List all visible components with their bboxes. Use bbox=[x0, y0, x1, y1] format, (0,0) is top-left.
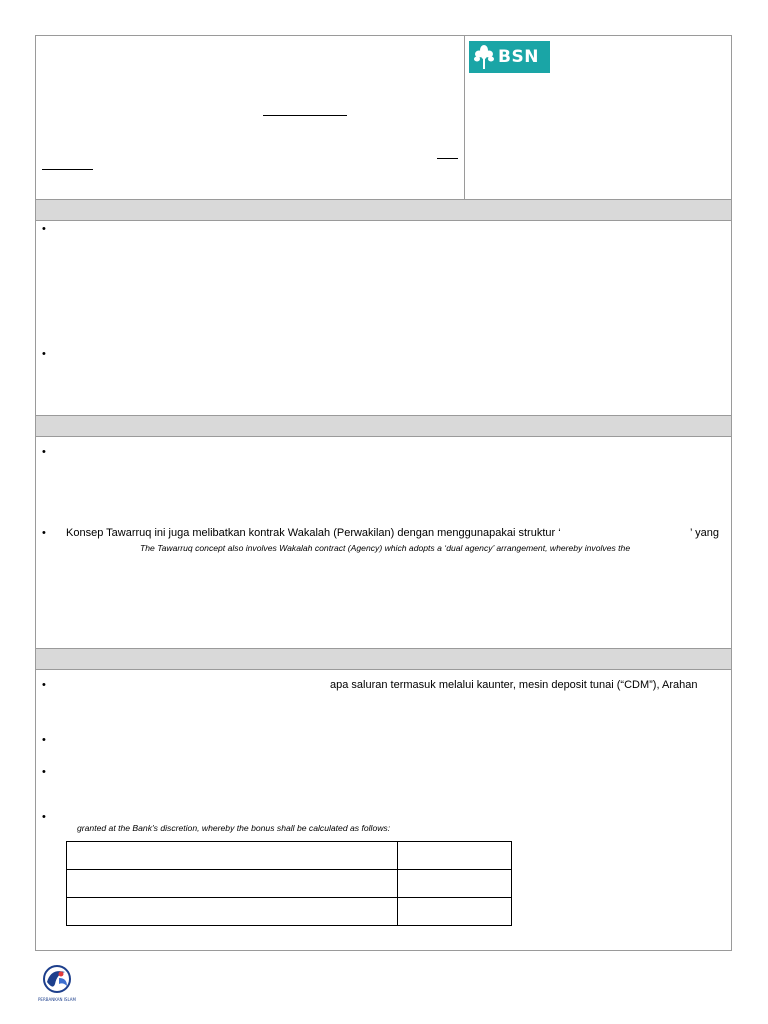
bsn-logo bbox=[469, 41, 550, 73]
bullet: • bbox=[42, 679, 46, 691]
table-row bbox=[67, 870, 512, 898]
bonus-english: granted at the Bank's discretion, whereby the bonus shall be calculated as follows: bbox=[77, 823, 391, 833]
table-cell bbox=[67, 898, 398, 926]
bullet: • bbox=[42, 223, 46, 235]
header-underline-1 bbox=[263, 115, 347, 116]
table-cell bbox=[67, 842, 398, 870]
table-row bbox=[67, 898, 512, 926]
header-underline-3 bbox=[42, 169, 93, 170]
table-cell bbox=[67, 870, 398, 898]
header-divider bbox=[464, 35, 465, 199]
bonus-table bbox=[66, 841, 512, 926]
footer-logo-text: PERBANKAN ISLAM bbox=[38, 997, 76, 1002]
header-underline-2 bbox=[437, 158, 458, 159]
bullet: • bbox=[42, 811, 46, 823]
table-row bbox=[67, 842, 512, 870]
bullet: • bbox=[42, 734, 46, 746]
section-bar-1 bbox=[36, 199, 731, 221]
section-bar-3 bbox=[36, 648, 731, 670]
tawarruq-text: Konsep Tawarruq ini juga melibatkan kontrak Wakalah (Perwakilan) dengan menggunapakai struktur ‘ bbox=[66, 527, 561, 539]
bullet: • bbox=[42, 446, 46, 458]
tawarruq-english: The Tawarruq concept also involves Wakalah contract (Agency) which adopts a ‘dual agency’ arrangement, whereby involves the bbox=[140, 543, 631, 553]
bullet: • bbox=[42, 348, 46, 360]
bsn-logo-text: BSN bbox=[498, 47, 539, 67]
table-cell bbox=[398, 842, 512, 870]
section-bar-2 bbox=[36, 415, 731, 437]
table-cell bbox=[398, 870, 512, 898]
table-cell bbox=[398, 898, 512, 926]
bullet: • bbox=[42, 766, 46, 778]
tree-icon bbox=[473, 44, 495, 70]
tawarruq-text-end: ’ yang bbox=[690, 527, 719, 539]
bullet: • bbox=[42, 527, 46, 539]
channels-text: apa saluran termasuk melalui kaunter, mesin deposit tunai (“CDM”), Arahan bbox=[330, 679, 698, 691]
form-frame bbox=[35, 35, 732, 951]
